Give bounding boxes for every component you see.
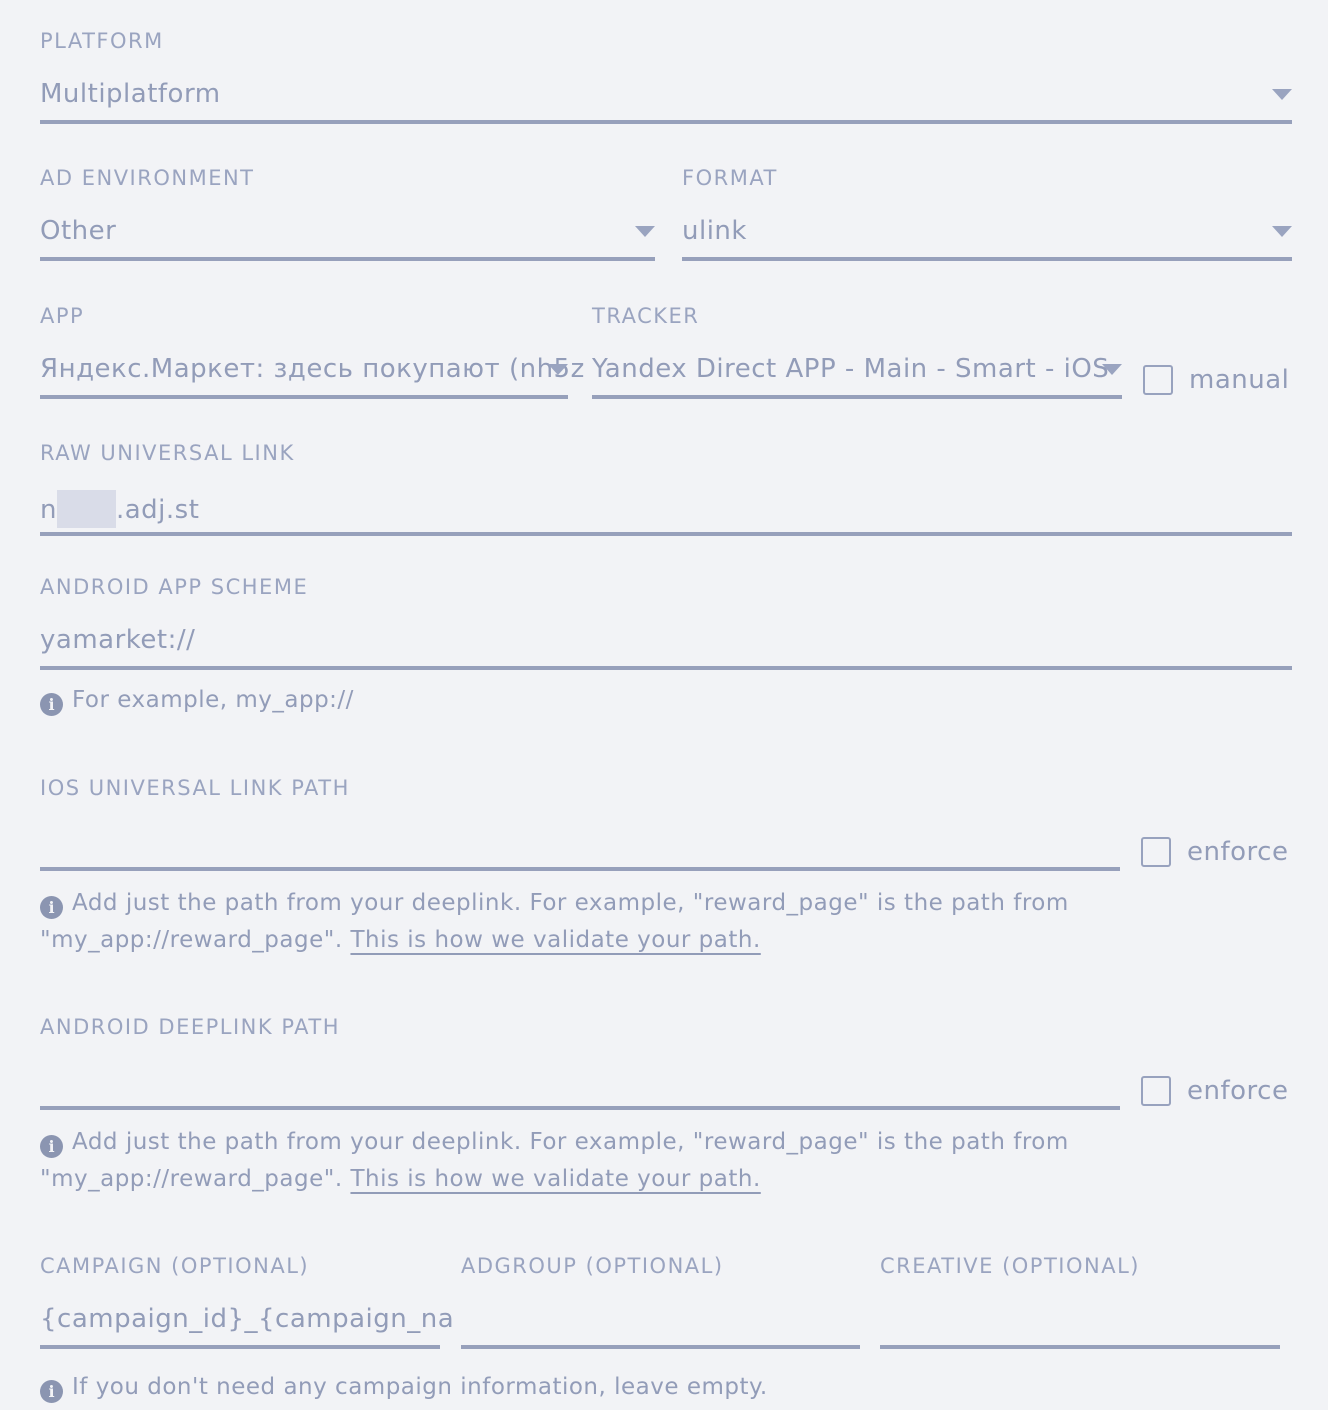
info-icon: i <box>40 693 63 716</box>
raw-universal-link-value <box>40 490 1292 528</box>
format-value: ulink <box>682 216 747 246</box>
ios-path-hint-line1 <box>40 885 1292 922</box>
info-icon: i <box>40 896 63 919</box>
chevron-down-icon[interactable] <box>1102 364 1122 375</box>
adgroup-underline <box>461 1345 860 1349</box>
app-label: APP <box>40 304 85 328</box>
ios-universal-link-path-field <box>40 777 1292 959</box>
android-app-scheme-field <box>40 576 1292 719</box>
ios-path-hint-text2: "my_app://reward_page". <box>40 927 343 953</box>
app-select[interactable] <box>40 353 585 385</box>
tracker-value: Yandex Direct APP - Main - Smart - iOS <box>592 354 1110 384</box>
ios-enforce-checkbox-label: enforce <box>1187 837 1289 867</box>
ios-path-input-col <box>40 799 1120 871</box>
android-app-scheme-hint-text: For example, my_app:// <box>72 687 354 713</box>
format-label: FORMAT <box>682 166 778 190</box>
platform-underline <box>40 120 1292 124</box>
ad-environment-value: Other <box>40 216 117 246</box>
validate-path-link[interactable]: This is how we validate your path. <box>350 1166 761 1192</box>
ios-path-hint-line2 <box>40 922 1292 959</box>
app-field <box>40 304 585 399</box>
adgroup-input[interactable] <box>461 1303 860 1335</box>
platform-select[interactable] <box>40 78 1292 110</box>
tracker-field <box>592 305 1122 399</box>
format-field <box>682 167 1292 261</box>
ad-environment-field <box>40 167 655 261</box>
android-app-scheme-value: yamarket:// <box>40 625 196 655</box>
ad-environment-select[interactable] <box>40 215 655 247</box>
chevron-down-icon[interactable] <box>548 364 568 375</box>
ios-enforce-checkbox-group[interactable] <box>1141 837 1288 867</box>
android-deeplink-path-field <box>40 1016 1292 1198</box>
campaign-hint <box>40 1369 1292 1406</box>
android-deeplink-path-input[interactable] <box>40 1064 1120 1096</box>
ad-environment-label: AD ENVIRONMENT <box>40 166 255 190</box>
android-deeplink-path-underline <box>40 1106 1120 1110</box>
android-path-hint-text2: "my_app://reward_page". <box>40 1166 343 1192</box>
ios-universal-link-path-underline <box>40 867 1120 871</box>
android-enforce-checkbox[interactable] <box>1141 1076 1171 1106</box>
app-underline <box>40 395 568 399</box>
info-icon: i <box>40 1135 63 1158</box>
creative-field <box>880 1255 1280 1349</box>
adgroup-field <box>461 1255 860 1349</box>
redacted-text-block <box>57 490 116 528</box>
creative-input[interactable] <box>880 1303 1280 1335</box>
ad-environment-underline <box>40 257 655 261</box>
app-value: Яндекс.Маркет: здесь покупают (nh5z <box>40 354 585 384</box>
chevron-down-icon[interactable] <box>635 226 655 237</box>
ios-path-hint-text1: Add just the path from your deeplink. For example, "reward_page" is the path from <box>72 890 1069 916</box>
android-path-hint-line1 <box>40 1124 1292 1161</box>
raw-link-prefix: n <box>40 495 57 525</box>
info-icon: i <box>40 1380 63 1403</box>
ad-environment-format-row <box>40 167 1292 261</box>
creative-underline <box>880 1345 1280 1349</box>
raw-universal-link-underline <box>40 532 1292 536</box>
chevron-down-icon[interactable] <box>1272 89 1292 100</box>
campaign-row <box>40 1255 1292 1349</box>
ios-universal-link-path-input[interactable] <box>40 825 1120 857</box>
platform-value: Multiplatform <box>40 79 221 109</box>
app-tracker-row <box>40 305 1292 399</box>
android-enforce-checkbox-label: enforce <box>1187 1076 1289 1106</box>
manual-checkbox[interactable] <box>1143 365 1173 395</box>
android-app-scheme-hint <box>40 682 1292 719</box>
raw-universal-link-input[interactable] <box>40 490 1292 525</box>
campaign-label: CAMPAIGN (OPTIONAL) <box>40 1254 310 1278</box>
ios-enforce-checkbox[interactable] <box>1141 837 1171 867</box>
manual-checkbox-label: manual <box>1189 365 1290 395</box>
tracker-select[interactable] <box>592 353 1122 385</box>
android-app-scheme-underline <box>40 666 1292 670</box>
format-underline <box>682 257 1292 261</box>
android-path-input-row <box>40 1038 1292 1110</box>
campaign-section <box>40 1255 1292 1406</box>
ios-universal-link-path-label: IOS UNIVERSAL LINK PATH <box>40 776 350 800</box>
android-path-hint-text1: Add just the path from your deeplink. For example, "reward_page" is the path from <box>72 1129 1069 1155</box>
android-enforce-checkbox-group[interactable] <box>1141 1076 1288 1106</box>
android-path-input-col <box>40 1038 1120 1110</box>
adgroup-label: ADGROUP (OPTIONAL) <box>461 1254 724 1278</box>
android-app-scheme-input[interactable] <box>40 624 1292 656</box>
android-deeplink-path-label: ANDROID DEEPLINK PATH <box>40 1015 340 1039</box>
creative-label: CREATIVE (OPTIONAL) <box>880 1254 1140 1278</box>
platform-field <box>40 30 1292 124</box>
platform-label: PLATFORM <box>40 29 164 53</box>
android-path-hint <box>40 1124 1292 1198</box>
ios-path-hint <box>40 885 1292 959</box>
campaign-input[interactable] <box>40 1303 455 1335</box>
manual-checkbox-group[interactable] <box>1143 365 1289 395</box>
campaign-value: {campaign_id}_{campaign_na <box>40 1304 455 1334</box>
chevron-down-icon[interactable] <box>1272 226 1292 237</box>
raw-universal-link-label: RAW UNIVERSAL LINK <box>40 441 295 465</box>
tracker-underline <box>592 395 1122 399</box>
campaign-hint-text: If you don't need any campaign information, leave empty. <box>72 1374 768 1400</box>
android-path-hint-line2 <box>40 1161 1292 1198</box>
campaign-underline <box>40 1345 440 1349</box>
tracker-label: TRACKER <box>592 304 700 328</box>
android-app-scheme-label: ANDROID APP SCHEME <box>40 575 309 599</box>
format-select[interactable] <box>682 215 1292 247</box>
raw-universal-link-field <box>40 442 1292 536</box>
validate-path-link[interactable]: This is how we validate your path. <box>350 927 761 953</box>
campaign-field <box>40 1254 455 1349</box>
ios-path-input-row <box>40 799 1292 871</box>
raw-link-suffix: .adj.st <box>115 495 200 525</box>
